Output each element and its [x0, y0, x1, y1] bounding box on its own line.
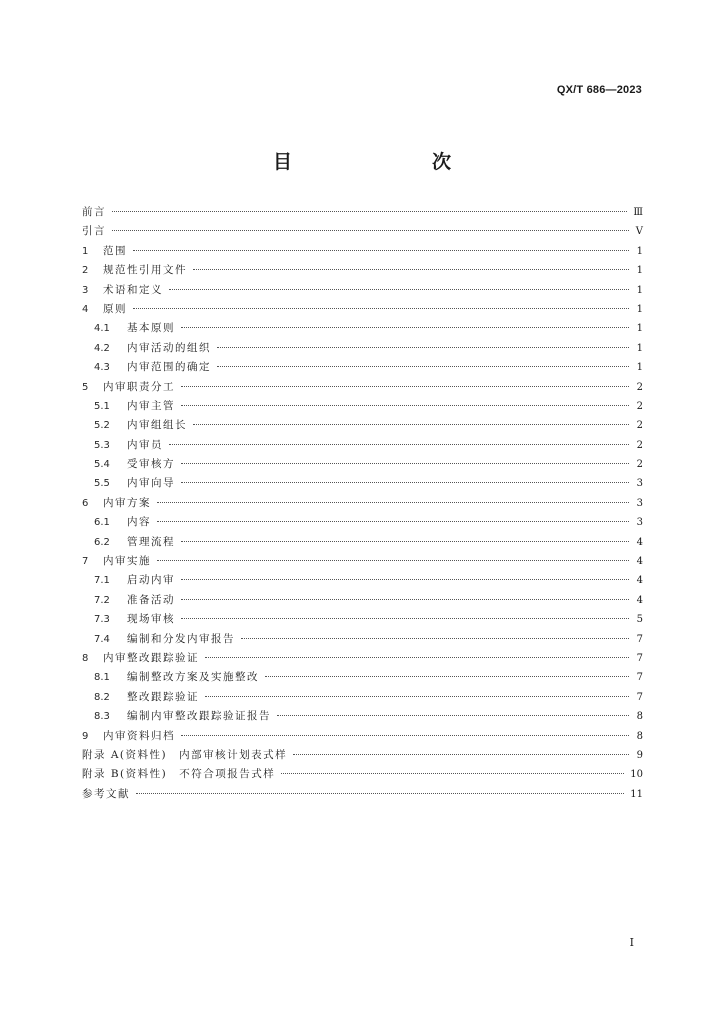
toc-entry-number: 6 — [82, 497, 89, 509]
toc-entry-label: 内审职责分工 — [103, 380, 175, 393]
toc-entry-label: 内审活动的组织 — [127, 341, 211, 354]
toc-entry-number: 5.4 — [94, 459, 110, 471]
toc-entry-label: 内容 — [127, 516, 151, 529]
dot-leader — [181, 531, 629, 542]
toc-entry-label: 内审主管 — [127, 399, 175, 412]
toc-entry-number: 2 — [82, 265, 89, 277]
toc-entry-page: 8 — [636, 711, 643, 723]
toc-entry-page: 7 — [636, 672, 643, 684]
toc-entry-page: 1 — [636, 342, 643, 354]
toc-entry-number: 4.2 — [94, 342, 110, 354]
toc-entry-number: 6.1 — [94, 517, 110, 529]
page-title: 目 次 — [272, 151, 485, 173]
toc-entry-page: 10 — [630, 769, 643, 781]
toc-entry-number: 7.1 — [94, 575, 110, 587]
toc-entry-number: 4 — [82, 303, 89, 315]
toc-entry-page: 4 — [636, 536, 643, 548]
toc-entry-number: 5.1 — [94, 400, 110, 412]
toc-entry-page: 4 — [636, 556, 643, 568]
toc-entry-number: 7.4 — [94, 633, 110, 645]
toc-entry-label: 内审实施 — [103, 555, 151, 568]
toc-entry-page: 1 — [636, 323, 643, 335]
dot-leader — [193, 259, 629, 270]
toc-entry-number: 8.3 — [94, 711, 110, 723]
toc-entry-page: 2 — [636, 459, 643, 471]
toc-entry-label: 规范性引用文件 — [103, 264, 187, 277]
toc-entry-label: 编制内审整改跟踪验证报告 — [127, 710, 271, 723]
toc-entry-label: 现场审核 — [127, 613, 175, 626]
toc-entry-label: 内审方案 — [103, 496, 151, 509]
dot-leader — [217, 356, 629, 367]
toc-entry-label: 原则 — [103, 302, 127, 315]
toc-entry-page: 4 — [636, 594, 643, 606]
dot-leader — [293, 744, 629, 755]
dot-leader — [157, 511, 629, 522]
toc-entry-number: 1 — [82, 245, 89, 257]
toc-entry-label: 范围 — [103, 244, 127, 257]
toc-entry-number: 5.3 — [94, 439, 110, 451]
toc-entry-page: 2 — [636, 381, 643, 393]
toc-entry-label: 附录 A(资料性) 内部审核计划表式样 — [82, 748, 288, 761]
toc-entry-page: 7 — [636, 652, 643, 664]
toc-entry-page: 5 — [636, 614, 643, 626]
toc-entry-label: 内审整改跟踪验证 — [103, 651, 199, 664]
toc-entry-number: 4.1 — [94, 323, 110, 335]
dot-leader — [193, 414, 629, 425]
toc-entry-label: 启动内审 — [127, 574, 175, 587]
dot-leader — [181, 317, 629, 328]
toc-entry-label: 内审范围的确定 — [127, 361, 211, 374]
dot-leader — [181, 725, 629, 736]
dot-leader — [265, 666, 629, 677]
dot-leader — [136, 783, 624, 794]
toc-entry-label: 管理流程 — [127, 535, 175, 548]
toc-entry-label: 前言 — [82, 206, 106, 218]
toc-entry-page: 3 — [636, 478, 643, 490]
toc-entry-label: 整改跟踪验证 — [127, 690, 199, 703]
toc-entry-page: 1 — [636, 265, 643, 277]
toc-entry-label: 基本原则 — [127, 322, 175, 335]
toc-entry-number: 9 — [82, 730, 89, 742]
toc-entry-number: 8 — [82, 652, 89, 664]
toc-entry-page: 7 — [636, 633, 643, 645]
toc-entry-page: 8 — [636, 730, 643, 742]
toc-entry-page: 9 — [636, 749, 643, 761]
toc-entry-number: 8.1 — [94, 672, 110, 684]
toc-entry-number: 8.2 — [94, 691, 110, 703]
toc-entry-label: 准备活动 — [127, 593, 175, 606]
toc-entry-number: 3 — [82, 284, 89, 296]
dot-leader — [277, 705, 629, 716]
dot-leader — [181, 376, 629, 387]
toc-entry-number: 4.3 — [94, 362, 110, 374]
toc-entry-label: 内审资料归档 — [103, 729, 175, 742]
dot-leader — [169, 279, 629, 290]
toc-entry-page: 3 — [636, 497, 643, 509]
toc-entry-page: 1 — [636, 362, 643, 374]
toc-entry-page: 4 — [636, 575, 643, 587]
toc-entry-label: 术语和定义 — [103, 283, 163, 296]
toc-entry-label: 内审组组长 — [127, 419, 187, 432]
toc-entry-label: 引言 — [82, 225, 106, 238]
toc-entry[interactable] — [82, 785, 643, 804]
dot-leader — [181, 453, 629, 464]
toc-entry-page: 2 — [636, 439, 643, 451]
table-of-contents — [82, 203, 643, 804]
dot-leader — [157, 550, 629, 561]
toc-entry-number: 5.2 — [94, 420, 110, 432]
toc-entry-page: 3 — [636, 517, 643, 529]
dot-leader — [281, 763, 624, 774]
toc-entry-number: 6.2 — [94, 536, 110, 548]
toc-entry-label: 内审员 — [127, 438, 163, 451]
toc-entry-page: 1 — [636, 284, 643, 296]
toc-entry-number: 7.2 — [94, 594, 110, 606]
toc-entry-page: 2 — [636, 400, 643, 412]
dot-leader — [181, 472, 629, 483]
dot-leader — [157, 492, 629, 503]
toc-entry-number: 5.5 — [94, 478, 110, 490]
dot-leader — [133, 240, 629, 251]
toc-entry-page: Ⅲ — [633, 207, 643, 218]
dot-leader — [205, 647, 629, 658]
dot-leader — [181, 608, 629, 619]
toc-entry-label: 编制整改方案及实施整改 — [127, 671, 259, 684]
page-number: Ⅰ — [629, 936, 634, 949]
dot-leader — [112, 201, 627, 212]
dot-leader — [133, 298, 629, 309]
toc-entry-number: 5 — [82, 381, 89, 393]
toc-entry-number: 7 — [82, 556, 89, 568]
dot-leader — [181, 569, 629, 580]
toc-entry-label: 附录 B(资料性) 不符合项报告式样 — [82, 768, 276, 781]
toc-entry-page: 1 — [636, 303, 643, 315]
toc-entry-label: 参考文献 — [82, 787, 130, 800]
dot-leader — [181, 395, 629, 406]
dot-leader — [217, 337, 629, 348]
toc-entry-page: 2 — [636, 420, 643, 432]
toc-entry-number: 7.3 — [94, 614, 110, 626]
dot-leader — [112, 220, 629, 231]
toc-entry-page: 7 — [636, 691, 643, 703]
toc-entry-page: 1 — [636, 245, 643, 257]
dot-leader — [181, 589, 629, 600]
toc-entry-label: 编制和分发内审报告 — [127, 632, 235, 645]
doc-code: QX/T 686—2023 — [556, 84, 642, 96]
toc-entry-label: 内审向导 — [127, 477, 175, 490]
dot-leader — [205, 686, 629, 697]
toc-entry-page: 11 — [630, 788, 643, 800]
toc-entry-label: 受审核方 — [127, 458, 175, 471]
dot-leader — [169, 434, 629, 445]
dot-leader — [241, 628, 629, 639]
toc-entry-page: Ⅴ — [635, 226, 643, 238]
